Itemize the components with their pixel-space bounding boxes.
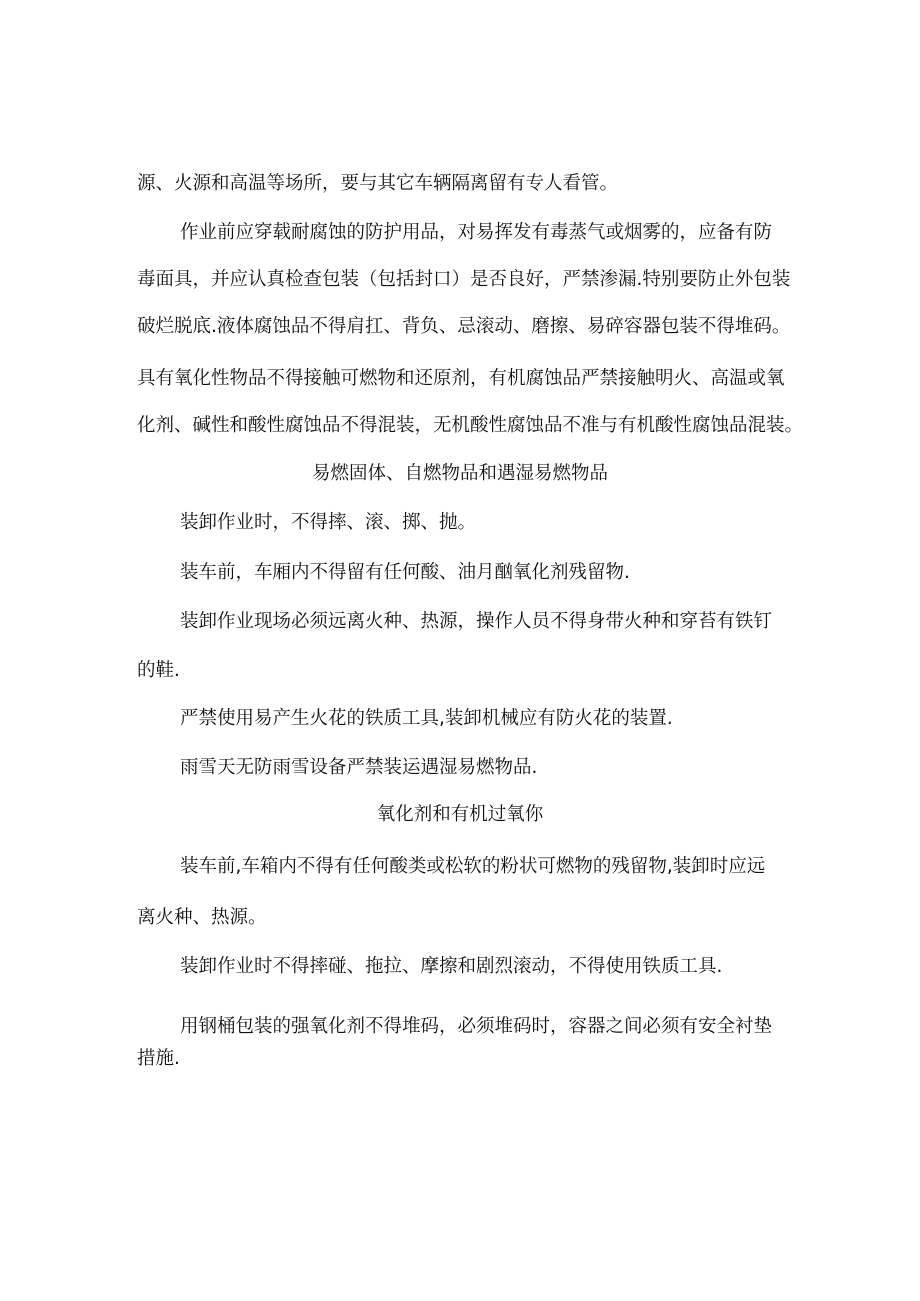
section-heading: 易燃固体、自燃物品和遇湿易燃物品 (311, 463, 608, 484)
paragraph-line: 具有氧化性物品不得接触可燃物和还原剂，有机腐蚀品严禁接触明火、高温或氧 (137, 368, 785, 389)
paragraph-line: 严禁使用易产生火花的铁质工具,装卸机械应有防火花的装置. (180, 708, 673, 729)
paragraph-line: 的鞋. (137, 660, 180, 681)
paragraph-line: 雨雪天无防雨雪设备严禁装运遇湿易燃物品. (180, 757, 538, 778)
paragraph-line: 源、火源和高温等场所，要与其它车辆隔离留有专人看管。 (137, 173, 619, 194)
paragraph-line: 装卸作业时不得摔碰、拖拉、摩擦和剧烈滚动，不得使用铁质工具. (180, 956, 723, 977)
paragraph-line: 装卸作业时，不得摔、滚、掷、抛。 (180, 512, 477, 533)
paragraph-line: 化剂、碱性和酸性腐蚀品不得混装，无机酸性腐蚀品不准与有机酸性腐蚀品混装。 (137, 415, 804, 436)
paragraph-line: 破烂脱底.液体腐蚀品不得肩扛、背负、忌滚动、磨擦、易碎容器包装不得堆码。 (137, 316, 791, 337)
paragraph-line: 用钢桶包装的强氧化剂不得堆码，必须堆码时，容器之间必须有安全衬垫 (180, 1016, 773, 1037)
paragraph-line: 措施. (137, 1048, 180, 1069)
paragraph-line: 装卸作业现场必须远离火种、热源，操作人员不得身带火种和穿苔有铁钉 (180, 611, 773, 632)
paragraph-line: 作业前应穿载耐腐蚀的防护用品，对易挥发有毒蒸气或烟雾的，应备有防 (180, 222, 773, 243)
paragraph-line: 装车前，车厢内不得留有任何酸、油月酗氧化剂残留物. (180, 562, 630, 583)
paragraph-line: 毒面具，并应认真检查包装（包括封口）是否良好，严禁渗漏.特别要防止外包装 (137, 269, 791, 290)
paragraph-line: 装车前,车箱内不得有任何酸类或松软的粉状可燃物的残留物,装卸时应远 (180, 856, 766, 877)
section-heading: 氧化剂和有机过氧你 (376, 804, 544, 825)
paragraph-line: 离火种、热源。 (137, 907, 267, 928)
